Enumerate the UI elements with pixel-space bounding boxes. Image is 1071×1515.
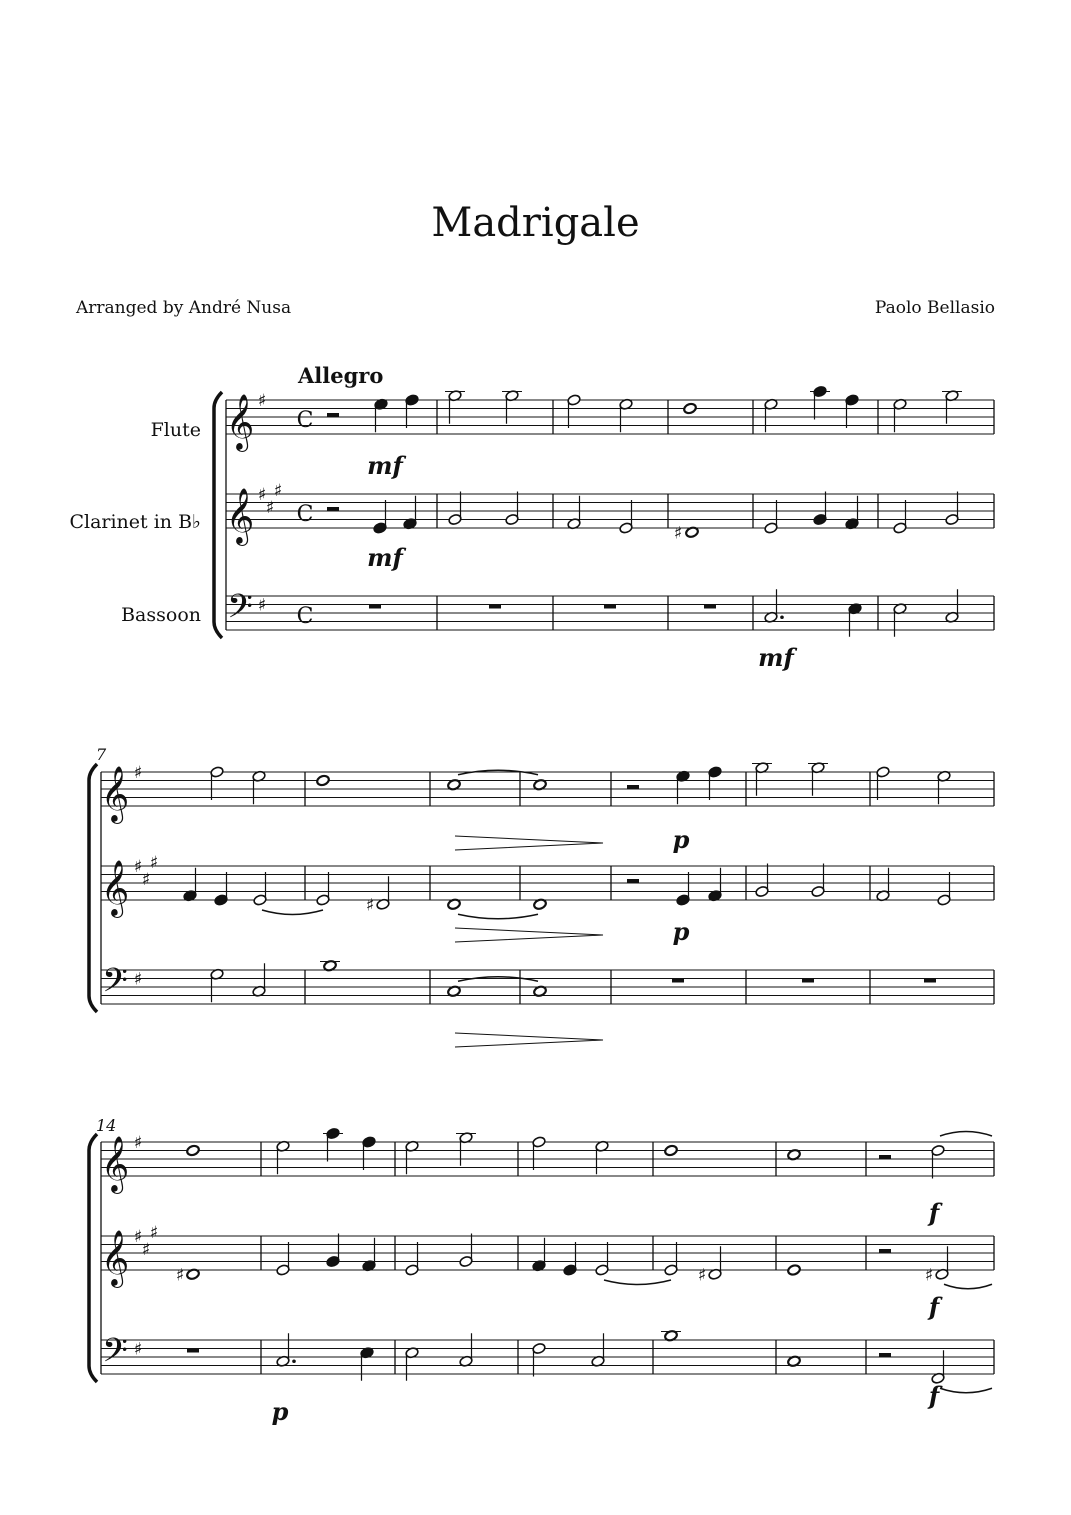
treble-clef-icon: 𝄞 [100,766,130,822]
time-signature: C [296,502,314,527]
notehead [683,402,697,414]
sharp-sign: ♯ [365,895,375,916]
composer-credit: Paolo Bellasio [874,298,995,318]
dynamic-p: p [271,1397,289,1426]
tie [458,914,538,919]
sharp-sign: ♯ [133,969,143,990]
treble-clef-icon: 𝄞 [100,1230,130,1286]
dynamic-f: f [928,1198,940,1227]
treble-clef-icon: 𝄞 [100,860,130,916]
sharp-sign: ♯ [257,595,267,616]
sharp-sign: ♯ [697,1265,707,1286]
notehead [186,1144,200,1156]
decrescendo-hairpin [455,928,603,942]
whole-rest [704,605,716,609]
notation-layer [89,385,994,1426]
tie [262,910,323,915]
sharp-sign: ♯ [257,485,267,505]
dynamic-mf: mf [758,643,794,672]
sharp-sign: ♯ [265,497,275,518]
treble-clef-icon: 𝄞 [225,488,255,544]
half-rest [879,1353,891,1357]
whole-rest [604,605,616,609]
dot [780,615,784,619]
tie [940,1388,992,1393]
instrument-label-clarinet: Clarinet in B♭ [69,511,201,533]
half-rest [327,507,339,511]
tie [604,1280,671,1285]
system-bracket [89,764,97,1012]
sharp-sign: ♯ [257,391,267,411]
sharp-sign: ♯ [133,1227,143,1247]
half-rest [327,413,339,417]
whole-rest [187,1349,199,1353]
sharp-sign: ♯ [133,1133,143,1153]
whole-rest [489,605,501,609]
arranger-credit: Arranged by André Nusa [76,298,292,318]
time-signature: C [296,604,314,629]
notehead [316,774,330,786]
half-rest [627,879,639,883]
sharp-sign: ♯ [273,480,283,501]
measure-number: 14 [96,1116,117,1135]
treble-clef-icon: 𝄞 [225,394,255,450]
sharp-sign: ♯ [133,857,143,877]
whole-rest [672,979,684,983]
notehead [787,1264,801,1276]
dynamic-p: p [672,917,690,946]
sharp-sign: ♯ [141,1239,151,1260]
system-bracket [214,392,222,638]
dot [292,1359,296,1363]
tempo-marking: Allegro [298,363,384,388]
sharp-sign: ♯ [133,1339,143,1360]
sharp-sign: ♯ [133,763,143,783]
sharp-sign: ♯ [175,1265,185,1286]
sharp-sign: ♯ [149,852,159,873]
sharp-sign: ♯ [673,523,683,544]
decrescendo-hairpin [455,836,603,850]
notehead [664,1144,678,1156]
decrescendo-hairpin [455,1033,603,1047]
sharp-sign: ♯ [141,869,151,890]
dynamic-mf: mf [367,451,403,480]
treble-clef-icon: 𝄞 [100,1136,130,1192]
dynamic-p: p [672,825,690,854]
system-bracket [89,1134,97,1382]
instrument-label-bassoon: Bassoon [121,604,201,626]
half-rest [879,1249,891,1253]
piece-title: Madrigale [431,200,640,246]
measure-number: 7 [96,745,107,764]
whole-rest [802,979,814,983]
tie [940,1132,992,1137]
half-rest [879,1155,891,1159]
dynamic-mf: mf [367,543,403,572]
dynamic-f: f [928,1292,940,1321]
instrument-label-flute: Flute [150,419,201,441]
tie [944,1284,992,1289]
half-rest [627,785,639,789]
bass-clef-icon: 𝄢 [102,1332,128,1378]
time-signature: C [296,408,314,433]
dynamic-f: f [928,1381,940,1410]
bass-clef-icon: 𝄢 [227,588,253,634]
sharp-sign: ♯ [924,1265,934,1286]
sharp-sign: ♯ [149,1222,159,1243]
bass-clef-icon: 𝄢 [102,962,128,1008]
whole-rest [369,605,381,609]
whole-rest [924,979,936,983]
